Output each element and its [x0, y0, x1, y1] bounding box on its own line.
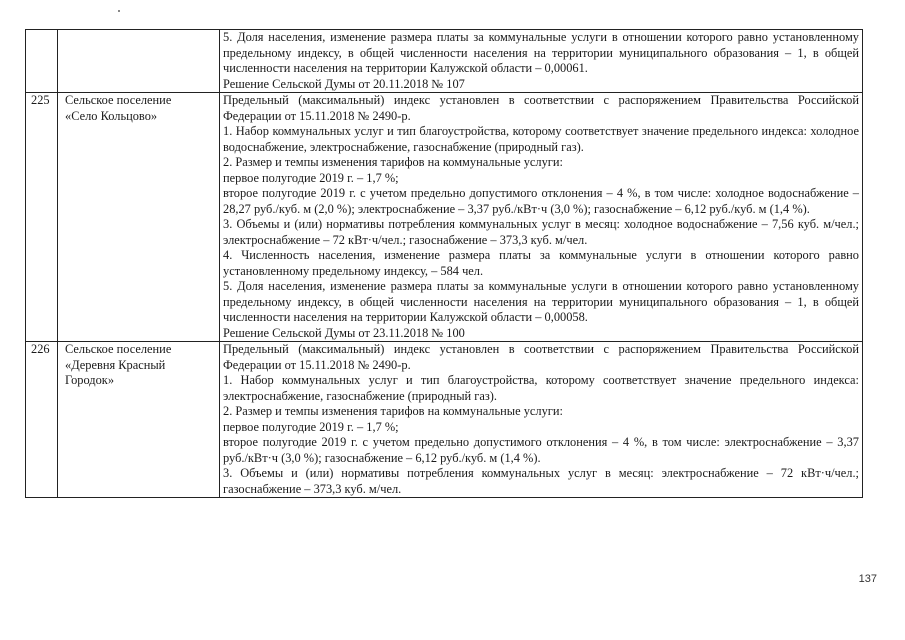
description-paragraph: 2. Размер и темпы изменения тарифов на коммунальные услуги: — [223, 404, 563, 418]
description-paragraph: 3. Объемы и (или) нормативы потребления коммунальных услуг в месяц: электроснабжение – 72 кВт·ч/чел.; газоснабжение – 373,3 куб. м/чел. — [223, 466, 859, 496]
settlement-name-line: Сельское поселение — [65, 93, 172, 107]
row-number: 225 — [26, 93, 58, 342]
description-paragraph: первое полугодие 2019 г. – 1,7 %; — [223, 170, 399, 185]
scan-speck — [118, 10, 120, 12]
description-paragraph: Решение Сельской Думы от 20.11.2018 № 107 — [223, 76, 465, 91]
tariff-index-table — [25, 29, 863, 498]
settlement-name-cell — [58, 93, 220, 342]
description-paragraph: 5. Доля населения, изменение размера платы за коммунальные услуги в отношении которого равно установленному предельному индексу, в общей численности населения на территории муниципального образования – 1, в общей численности населения на территории Калужской области – 0,00061. — [223, 30, 859, 75]
settlement-name-line: Сельское поселение — [65, 342, 172, 356]
row-number — [26, 30, 58, 93]
row-number: 226 — [26, 342, 58, 498]
settlement-name-cell — [58, 342, 220, 498]
description-paragraph: 3. Объемы и (или) нормативы потребления коммунальных услуг в месяц: холодное водоснабжение – 7,56 куб. м/чел.; электроснабжение – 72 кВт·ч/чел.; газоснабжение – 373,3 куб. м/чел. — [223, 217, 859, 247]
description-paragraph: 1. Набор коммунальных услуг и тип благоустройства, которому соответствует значение предельного индекса: электроснабжение, газоснабжение (природный газ). — [223, 373, 859, 403]
table-row — [26, 30, 863, 93]
index-description-cell — [220, 342, 863, 498]
description-paragraph: второе полугодие 2019 г. с учетом предельно допустимого отклонения – 4 %, в том числе: холодное водоснабжение – 28,27 руб./куб. м (2,0 %); электроснабжение – 3,37 руб./кВт·ч (3,0 %); газоснабжение – 6,12 руб./куб. м (1,4 %). — [223, 186, 859, 216]
index-description-cell — [220, 30, 863, 93]
settlement-name-line: Городок» — [65, 373, 115, 387]
index-description-cell — [220, 93, 863, 342]
description-paragraph: Решение Сельской Думы от 23.11.2018 № 100 — [223, 325, 465, 340]
description-paragraph: второе полугодие 2019 г. с учетом предельно допустимого отклонения – 4 %, в том числе: электроснабжение – 3,37 руб./кВт·ч (3,0 %); газоснабжение – 6,12 руб./куб. м (1,4 %). — [223, 435, 859, 465]
description-paragraph: 1. Набор коммунальных услуг и тип благоустройства, которому соответствует значение предельного индекса: холодное водоснабжение, электроснабжение, газоснабжение (природный газ). — [223, 124, 859, 154]
settlement-name-cell — [58, 30, 220, 93]
table-row — [26, 93, 863, 342]
description-paragraph: Предельный (максимальный) индекс установлен в соответствии с распоряжением Правительства Российской Федерации от 15.11.2018 № 2490-р. — [223, 342, 859, 372]
table-row — [26, 342, 863, 498]
page-number: 137 — [858, 573, 877, 585]
settlement-name-line: «Село Кольцово» — [65, 108, 158, 123]
description-paragraph: 2. Размер и темпы изменения тарифов на коммунальные услуги: — [223, 155, 563, 169]
description-paragraph: 4. Численность населения, изменение размера платы за коммунальные услуги в отношении которого равно установленному предельному индексу, – 584 чел. — [223, 248, 859, 278]
settlement-name-line: «Деревня Красный — [65, 357, 166, 372]
description-paragraph: 5. Доля населения, изменение размера платы за коммунальные услуги в отношении которого равно установленному предельному индексу, в общей численности населения на территории муниципального образования – 1, в общей численности населения на территории Калужской области – 0,00058. — [223, 279, 859, 324]
description-paragraph: Предельный (максимальный) индекс установлен в соответствии с распоряжением Правительства Российской Федерации от 15.11.2018 № 2490-р. — [223, 93, 859, 123]
table-body — [26, 30, 863, 498]
description-paragraph: первое полугодие 2019 г. – 1,7 %; — [223, 419, 399, 434]
